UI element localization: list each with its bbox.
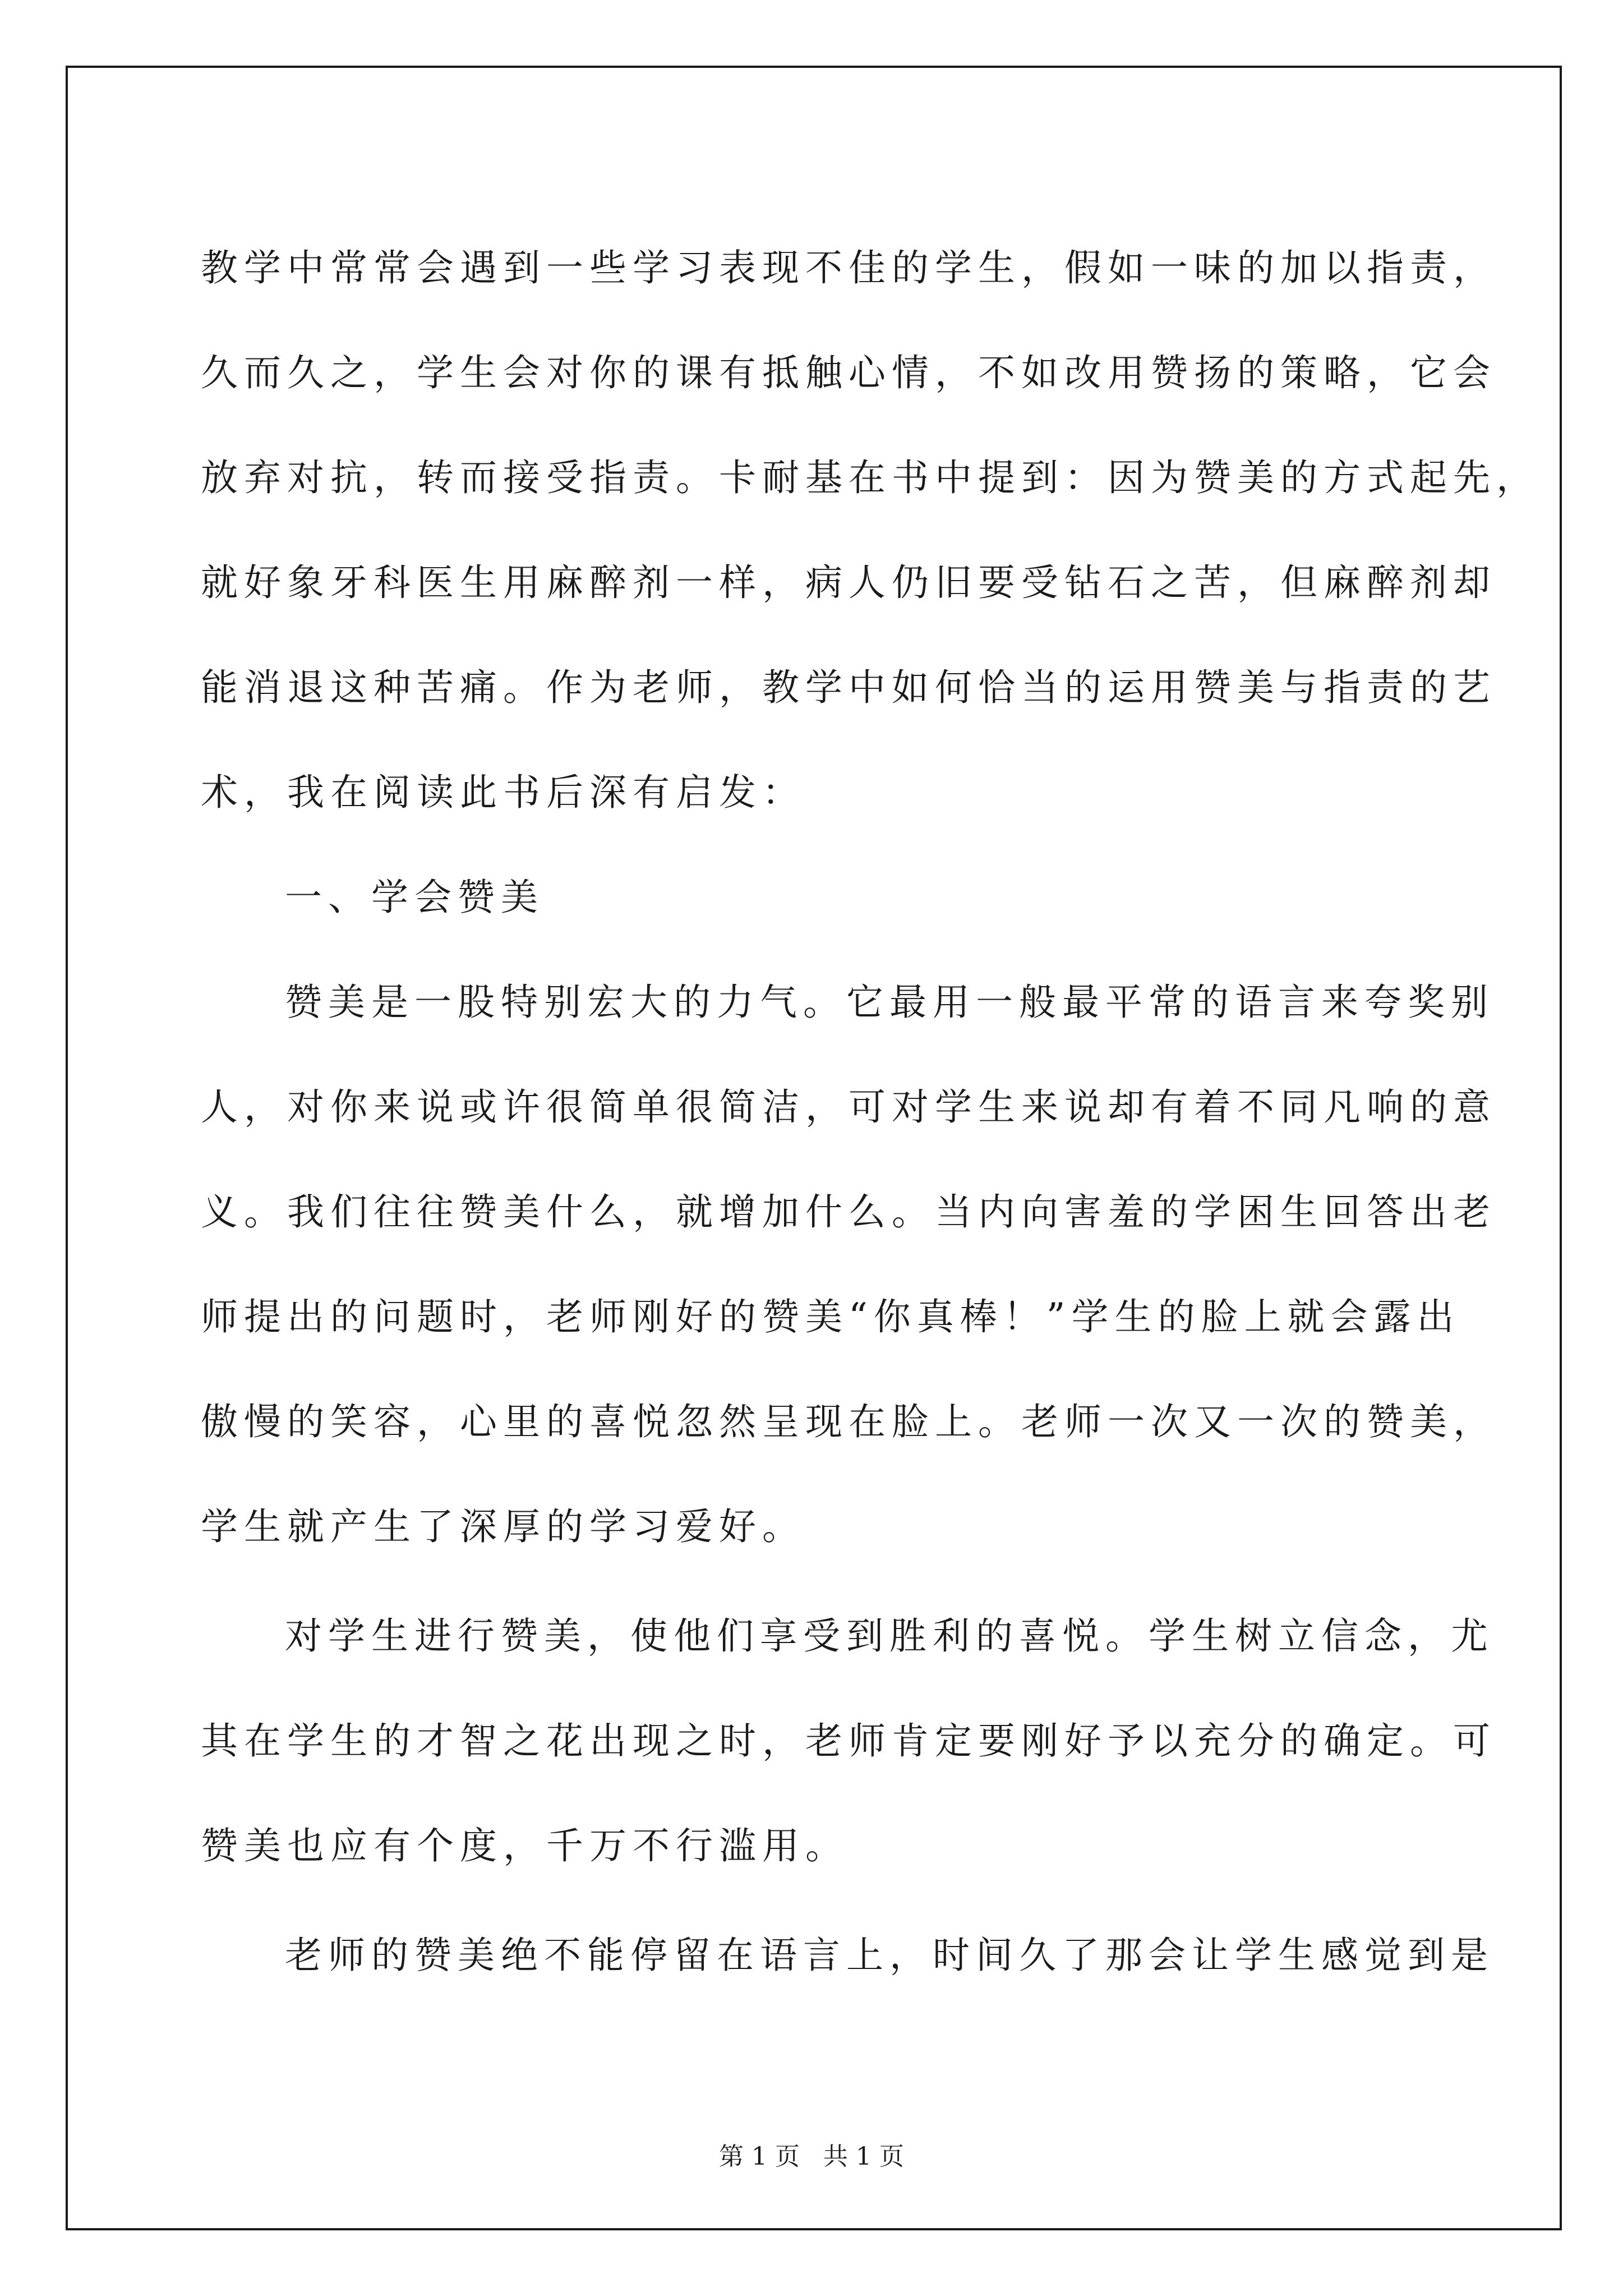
paragraph-line: 赞美是一股特别宏大的力气。它最用一般最平常的语言来夸奖别 (285, 981, 1494, 1024)
paragraph-line: 傲慢的笑容，心里的喜悦忽然呈现在脸上。老师一次又一次的赞美， (201, 1400, 1496, 1443)
paragraph-line: 其在学生的才智之花出现之时，老师肯定要刚好予以充分的确定。可 (201, 1719, 1496, 1763)
paragraph-line: 人，对你来说或许很简单很简洁，可对学生来说却有着不同凡响的意 (201, 1085, 1496, 1129)
page-number-footer: 第 1 页 共 1 页 (719, 2142, 904, 2171)
paragraph-line: 老师的赞美绝不能停留在语言上，时间久了那会让学生感觉到是 (285, 1934, 1494, 1977)
paragraph-line: 能消退这种苦痛。作为老师，教学中如何恰当的运用赞美与指责的艺 (201, 666, 1496, 709)
paragraph-line: 术，我在阅读此书后深有启发： (201, 771, 805, 814)
section-heading: 一、学会赞美 (285, 876, 544, 919)
paragraph-line: 师提出的问题时，老师刚好的赞美“你真棒！”学生的脸上就会露出 (201, 1295, 1460, 1338)
paragraph-line: 放弃对抗，转而接受指责。卡耐基在书中提到：因为赞美的方式起先， (201, 456, 1539, 499)
document-body (201, 215, 1539, 2008)
paragraph-line: 就好象牙科医生用麻醉剂一样，病人仍旧要受钻石之苦，但麻醉剂却 (201, 561, 1496, 604)
paragraph-line: 久而久之，学生会对你的课有抵触心情，不如改用赞扬的策略，它会 (201, 351, 1496, 394)
paragraph-line: 赞美也应有个度，千万不行滥用。 (201, 1824, 849, 1867)
paragraph-line: 学生就产生了深厚的学习爱好。 (201, 1505, 805, 1548)
paragraph-line: 义。我们往往赞美什么，就增加什么。当内向害羞的学困生回答出老 (201, 1190, 1496, 1234)
paragraph-line: 教学中常常会遇到一些学习表现不佳的学生，假如一味的加以指责， (201, 246, 1496, 289)
paragraph-line: 对学生进行赞美，使他们享受到胜利的喜悦。学生树立信念，尤 (285, 1614, 1494, 1658)
